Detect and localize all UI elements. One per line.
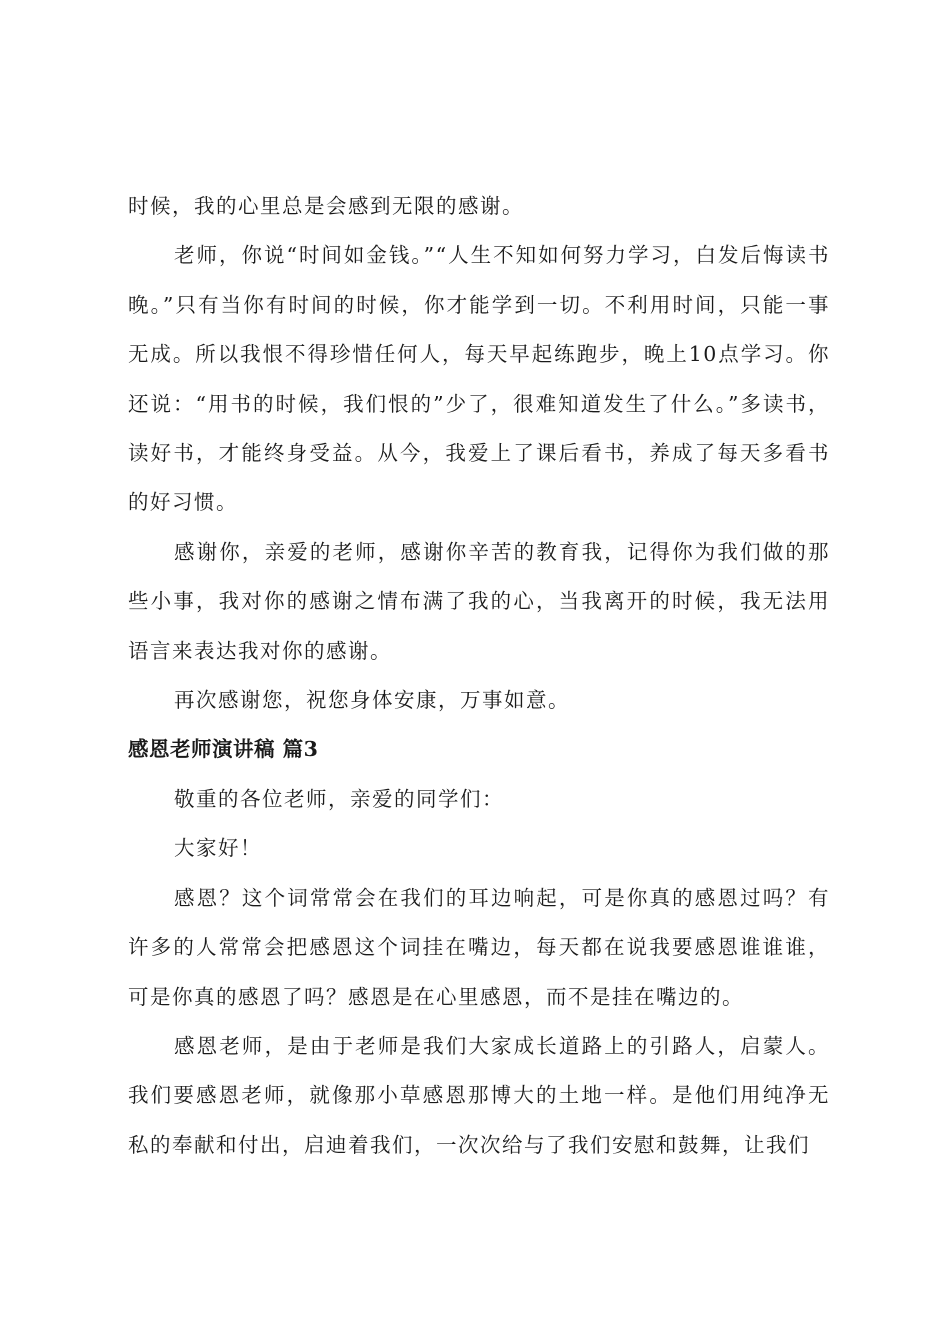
document-page (128, 182, 830, 1170)
paragraph-closing: 再次感谢您，祝您身体安康，万事如意。 (174, 688, 570, 713)
paragraph-continuation: 时候，我的心里总是会感到无限的感谢。 (128, 194, 524, 218)
section-heading: 感恩老师演讲稿 篇3 (128, 737, 319, 762)
paragraph-thanks: 感谢你，亲爱的老师，感谢你辛苦的教育我，记得你为我们做的那些小事，我对你的感谢之情布满了我的心，当我离开的时候，我无法用语言来表达我对你的感谢。 (128, 539, 830, 663)
paragraph-thank-teacher: 感恩老师，是由于老师是我们大家成长道路上的引路人，启蒙人。我们要感恩老师，就像那小草感恩那博大的土地一样。是他们用纯净无私的奉献和付出，启迪着我们，一次次给与了我们安慰和鼓舞，让我们 (128, 1033, 830, 1157)
paragraph-teacher-quotes: 老师，你说“时间如金钱。”“人生不知如何努力学习，白发后悔读书晚。”只有当你有时间的时候，你才能学到一切。不利用时间，只能一事无成。所以我恨不得珍惜任何人，每天早起练跑步，晚上10点学习。你还说：“用书的时候，我们恨的”少了，很难知道发生了什么。”多读书，读好书，才能终身受益。从今，我爱上了课后看书，养成了每天多看书的好习惯。 (128, 243, 830, 515)
paragraph-greeting: 大家好！ (174, 836, 262, 861)
paragraph-salutation: 敬重的各位老师，亲爱的同学们： (174, 786, 504, 811)
paragraph-gratitude-question: 感恩？这个词常常会在我们的耳边响起，可是你真的感恩过吗？有许多的人常常会把感恩这个词挂在嘴边，每天都在说我要感恩谁谁谁，可是你真的感恩了吗？感恩是在心里感恩，而不是挂在嘴边的。 (128, 885, 830, 1009)
